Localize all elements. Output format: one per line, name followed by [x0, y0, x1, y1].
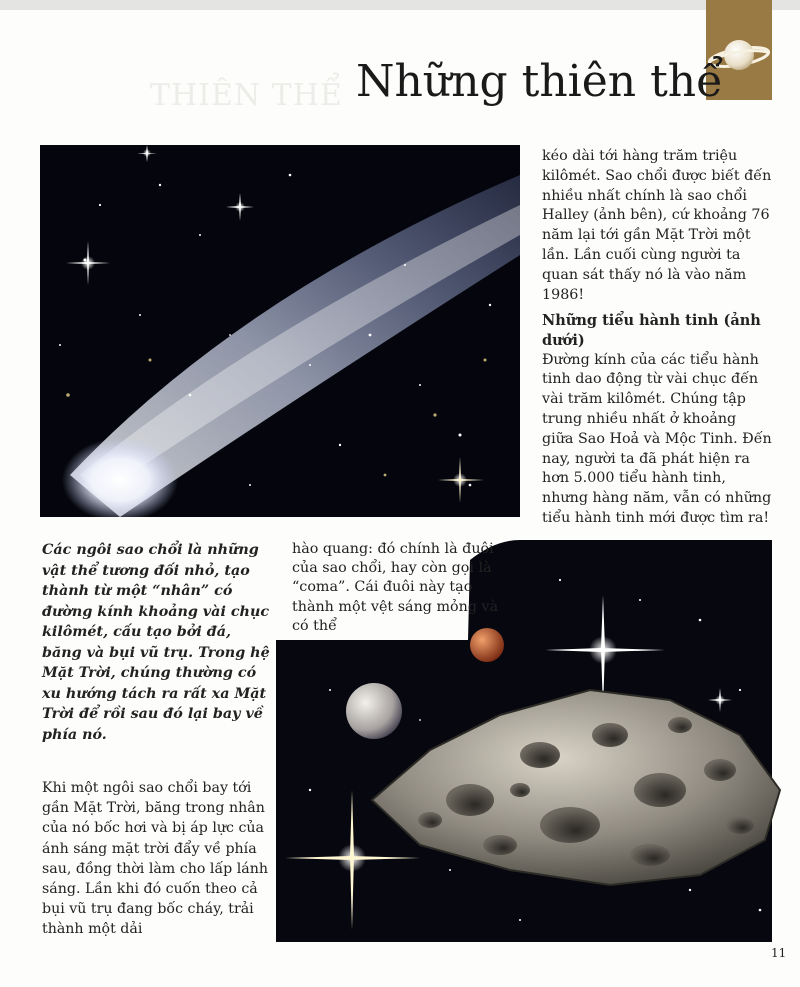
comet-tail-paragraph: hào quang: đó chính là đuôi của sao chổi, hay còn gọi là “coma”. Cái đuôi này tạo thành một vệt sáng mỏng và có thể: [292, 541, 499, 634]
comet-intro-paragraph: Các ngôi sao chổi là những vật thể tương đối nhỏ, tạo thành từ một “nhân” có đường kính khoảng vài chục kilômét, cấu tạo bởi đá, băng và bụi vũ trụ. Trong hệ Mặt Trời, chúng thường có xu hướng tách ra rất xa Mặt Trời để rồi sau đó lại bay về phía nó.: [42, 542, 270, 743]
asteroid-heading: Những tiểu hành tinh (ảnh dưới): [542, 312, 761, 349]
faded-heading: THIÊN THỂ: [150, 78, 343, 113]
comet-continued-column: [542, 147, 772, 529]
comet-body-paragraph: Khi một ngôi sao chổi bay tới gần Mặt Trời, băng trong nhân của nó bốc hơi và bị áp lực của ánh sáng mặt trời đẩy về phía sau, đồng thời làm cho lấp lánh sáng. Lần khi đó cuốn theo cả bụi vũ trụ đang bốc cháy, trải thành một dải: [42, 780, 269, 938]
comet-illustration: [40, 145, 520, 517]
top-band: [0, 0, 800, 10]
comet-halley-paragraph: kéo dài tới hàng trăm triệu kilômét. Sao chổi được biết đến nhiều nhất chính là sao chổi Halley (ảnh bên), cứ khoảng 76 năm lại tới gần Mặt Trời một lần. Lần cuối cùng người ta quan sát thấy nó là vào năm 1986!: [542, 148, 772, 303]
grey-planet: [346, 683, 402, 739]
page-title: Những thiên thể: [356, 56, 724, 107]
asteroid-paragraph: Đường kính của các tiểu hành tinh dao động từ vài chục đến vài trăm kilômét. Chúng tập trung nhiều nhất ở khoảng giữa Sao Hoả và Mộc Tinh. Đến nay, người ta đã phát hiện ra hơn 5.000 tiểu hành tinh, nhưng hàng năm, vẫn có những tiểu hành tinh mới được tìm ra!: [542, 351, 772, 526]
page-number: 11: [771, 946, 787, 960]
